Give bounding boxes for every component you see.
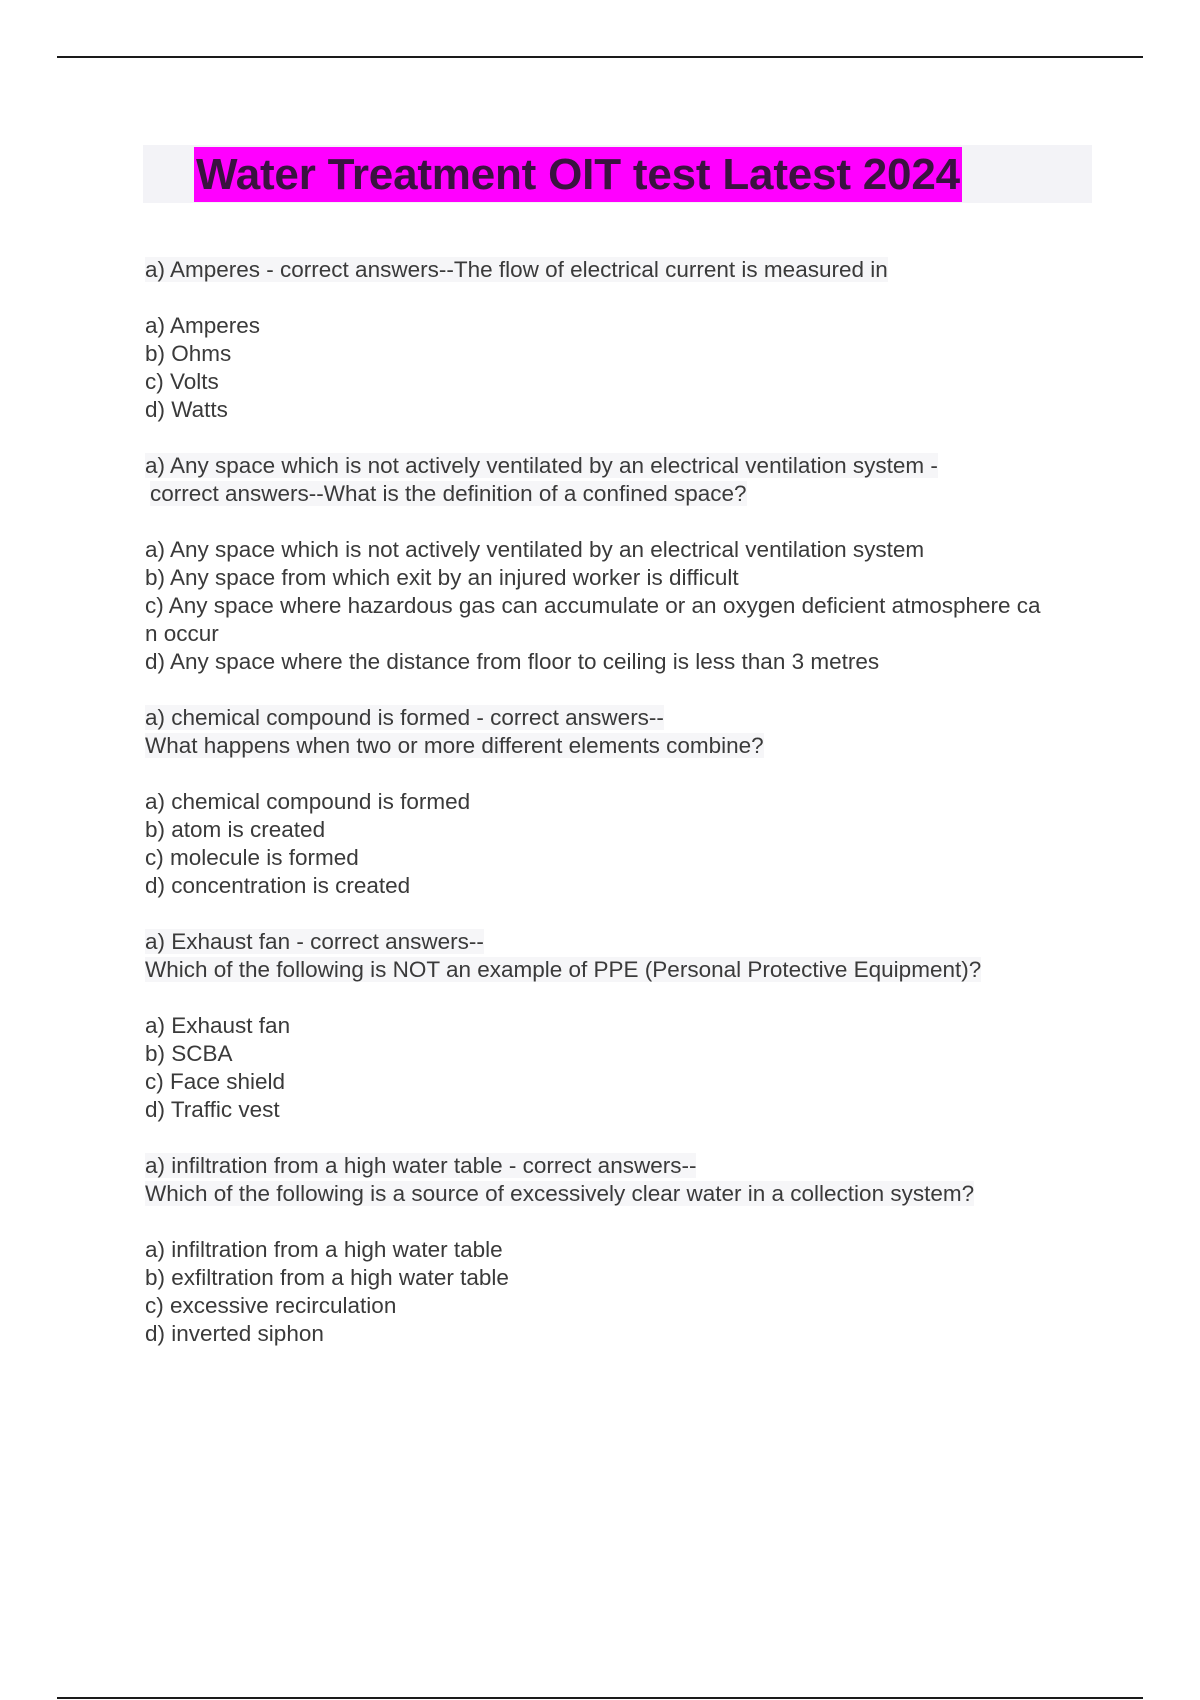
question-block-4 (145, 928, 1095, 1124)
answer-option: d) concentration is created (145, 873, 411, 898)
question-prompt: correct answers--What is the definition of a confined space? (150, 481, 747, 506)
answer-option: a) Exhaust fan (145, 1013, 291, 1038)
question-prompt: What happens when two or more different elements combine? (145, 733, 764, 758)
question-block-3 (145, 704, 1095, 900)
question-prompt: a) Exhaust fan - correct answers-- (145, 929, 484, 954)
answer-option: c) Volts (145, 369, 219, 394)
answer-option: c) Face shield (145, 1069, 286, 1094)
question-prompt: a) chemical compound is formed - correct answers-- (145, 705, 664, 730)
answer-option: c) Any space where hazardous gas can accumulate or an oxygen deficient atmosphere ca (145, 593, 1041, 618)
answer-option: d) Any space where the distance from floor to ceiling is less than 3 metres (145, 649, 880, 674)
question-prompt: Which of the following is a source of excessively clear water in a collection system? (145, 1181, 975, 1206)
question-block-1 (145, 256, 1095, 424)
question-block-2 (145, 452, 1095, 676)
answer-option: b) SCBA (145, 1041, 233, 1066)
document-body (145, 256, 1095, 1376)
answer-option: b) Ohms (145, 341, 232, 366)
answer-option: n occur (145, 621, 219, 646)
question-prompt: a) Any space which is not actively ventilated by an electrical ventilation system - (145, 453, 938, 478)
answer-option: b) atom is created (145, 817, 326, 842)
bottom-rule (57, 1697, 1143, 1699)
top-rule (57, 56, 1143, 58)
question-prompt: a) Amperes - correct answers--The flow of electrical current is measured in (145, 257, 888, 282)
answer-option: d) Traffic vest (145, 1097, 280, 1122)
answer-option: a) Amperes (145, 313, 261, 338)
answer-option: a) chemical compound is formed (145, 789, 471, 814)
answer-option: a) infiltration from a high water table (145, 1237, 503, 1262)
answer-option: a) Any space which is not actively ventilated by an electrical ventilation system (145, 537, 925, 562)
answer-option: b) Any space from which exit by an injured worker is difficult (145, 565, 739, 590)
answer-option: c) excessive recirculation (145, 1293, 397, 1318)
answer-option: b) exfiltration from a high water table (145, 1265, 509, 1290)
answer-option: c) molecule is formed (145, 845, 359, 870)
answer-option: d) inverted siphon (145, 1321, 324, 1346)
question-prompt: a) infiltration from a high water table - correct answers-- (145, 1153, 697, 1178)
answer-option: d) Watts (145, 397, 228, 422)
question-prompt: Which of the following is NOT an example of PPE (Personal Protective Equipment)? (145, 957, 982, 982)
document-title: Water Treatment OIT test Latest 2024 (194, 147, 962, 202)
question-block-5 (145, 1152, 1095, 1348)
